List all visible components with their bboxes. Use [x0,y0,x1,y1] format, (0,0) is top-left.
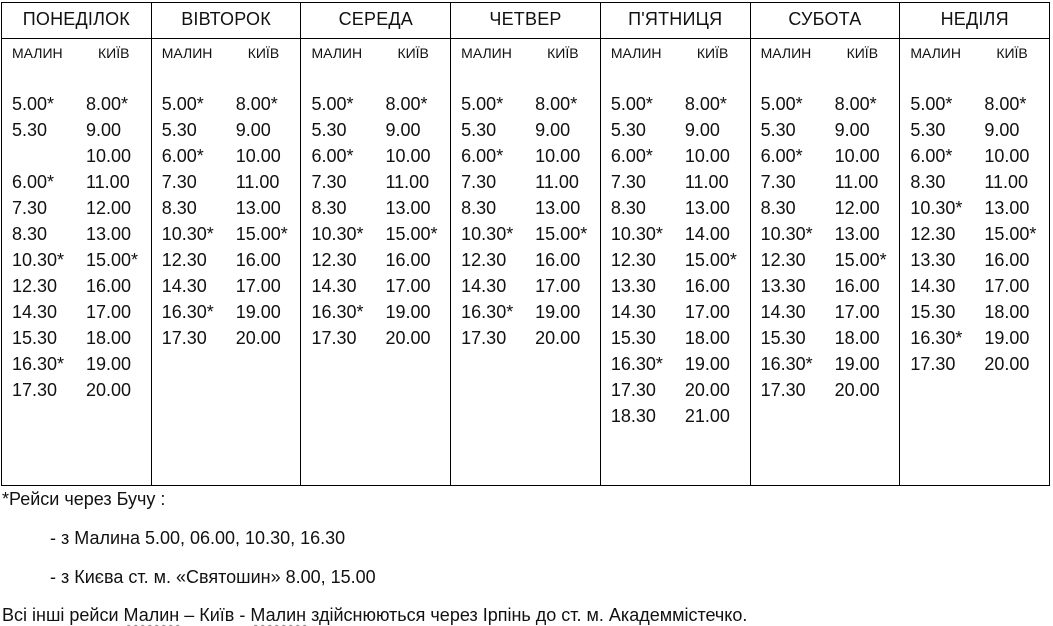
departure-time: 14.30 [461,276,507,296]
departure-time: 14.30 [760,302,806,322]
departure-time: 16.30* [910,328,963,348]
departure-time: 5.00* [12,94,55,114]
departure-time: 10.30* [461,224,514,244]
column-header-kyiv: КИЇВ [996,45,1028,61]
departure-time: 13.30 [910,250,956,270]
departure-time: 13.00 [86,224,132,244]
kyiv-departures-list [86,91,138,403]
departure-time: 17.00 [235,276,281,296]
departure-time: 17.00 [385,276,431,296]
departure-time: 11.00 [86,172,130,192]
departure-time: 6.00* [461,146,504,166]
departure-time: 20.00 [86,380,132,400]
departure-time [12,143,64,169]
footer-word-malyn-2: Малин [250,605,307,625]
malyn-departures-list [311,91,363,351]
kyiv-departures-list [385,91,437,351]
departure-time: 17.00 [984,276,1030,296]
departure-time: 8.00* [385,94,428,114]
kyiv-departures-list [535,91,587,351]
malyn-departures-list [12,91,64,403]
departure-time: 15.00* [235,224,288,244]
notes-title: *Рейси через Бучу : [2,489,166,509]
departure-time: 8.30 [760,198,796,218]
day-header: ПОНЕДІЛОК [2,3,151,39]
departure-time: 10.00 [385,146,431,166]
departure-time: 8.30 [311,198,347,218]
footer-part-3: здійснюються через Ірпінь до ст. м. Академмістечко. [306,605,748,625]
departure-time: 18.00 [684,328,730,348]
departure-time: 20.00 [235,328,281,348]
departure-time: 14.30 [610,302,656,322]
departure-time: 15.00* [535,224,588,244]
day-column [601,3,751,485]
departure-time: 16.30* [311,302,364,322]
departure-time: 10.00 [86,146,132,166]
day-column [751,3,901,485]
column-header-kyiv: КИЇВ [397,45,429,61]
departure-time: 16.30* [12,354,65,374]
departure-time: 8.30 [461,198,497,218]
note-from-malyn: - з Малина 5.00, 06.00, 10.30, 16.30 [50,528,346,548]
departure-time: 5.30 [910,120,946,140]
departure-time: 13.00 [235,198,281,218]
departure-time: 9.00 [235,120,271,140]
departure-time: 13.00 [535,198,581,218]
departure-time: 18.00 [984,302,1030,322]
column-header-malyn: МАЛИН [12,45,63,61]
departure-time: 9.00 [86,120,122,140]
day-column [451,3,601,485]
departure-time: 5.30 [161,120,197,140]
day-header: СУБОТА [751,3,900,39]
column-header-kyiv: КИЇВ [247,45,280,61]
departure-time: 13.00 [684,198,730,218]
departure-time: 18.30 [610,406,656,426]
departure-time: 11.00 [535,172,579,192]
malyn-departures-list [761,91,813,403]
departure-time: 13.00 [385,198,431,218]
departure-time: 15.30 [12,328,58,348]
departure-time: 16.30* [161,302,214,322]
column-header-kyiv: КИЇВ [98,45,130,61]
departure-time: 17.30 [760,380,806,400]
departure-time: 10.30* [311,224,364,244]
departure-time: 5.00* [311,94,354,114]
departure-time: 9.00 [385,120,421,140]
departure-time: 13.30 [760,276,806,296]
departure-time: 18.00 [86,328,132,348]
footer-note [2,604,747,626]
day-column [900,3,1049,485]
departure-time: 5.00* [610,94,653,114]
departure-time: 19.00 [86,354,132,374]
departure-time: 12.00 [834,198,880,218]
day-column [2,3,152,485]
departure-time: 12.30 [161,250,207,270]
departure-time: 7.30 [12,198,48,218]
departure-time: 9.00 [834,120,870,140]
departure-time: 15.00* [984,224,1037,244]
departure-time: 16.00 [86,276,132,296]
departure-time: 16.30* [760,354,813,374]
departure-time: 5.00* [161,94,204,114]
departure-time: 20.00 [834,380,880,400]
column-header-kyiv: КИЇВ [846,45,879,61]
departure-time: 10.00 [684,146,730,166]
day-header: ВІВТОРОК [152,3,301,39]
departure-time: 6.00* [910,146,953,166]
departure-time: 5.00* [461,94,504,114]
departure-time: 10.30* [610,224,663,244]
departure-time: 15.00* [86,250,139,270]
column-header-malyn: МАЛИН [910,45,961,61]
departure-time: 19.00 [535,302,581,322]
departure-time: 10.30* [12,250,65,270]
departure-time: 7.30 [610,172,646,192]
departure-time: 5.30 [311,120,347,140]
departure-time: 17.30 [311,328,357,348]
departure-time: 5.30 [461,120,497,140]
departure-time: 15.00* [385,224,438,244]
departure-time: 6.00* [610,146,653,166]
departure-time: 8.00* [834,94,877,114]
departure-time: 13.00 [834,224,880,244]
departure-time: 16.00 [834,276,880,296]
departure-time: 15.30 [910,302,956,322]
departure-time: 8.30 [910,172,946,192]
day-header: НЕДІЛЯ [900,3,1049,39]
departure-time: 15.00* [834,250,887,270]
departure-time: 17.00 [834,302,880,322]
kyiv-departures-list [835,91,887,403]
departure-time: 9.00 [684,120,720,140]
departure-time: 12.30 [311,250,357,270]
departure-time: 20.00 [684,380,730,400]
departure-time: 7.30 [461,172,497,192]
departure-time: 12.30 [461,250,507,270]
departure-time: 17.30 [161,328,207,348]
departure-time: 8.30 [12,224,48,244]
departure-time: 10.30* [161,224,214,244]
column-header-malyn: МАЛИН [610,45,662,61]
malyn-departures-list [461,91,513,351]
departure-time: 19.00 [684,354,730,374]
departure-time: 6.00* [760,146,803,166]
departure-time: 16.00 [535,250,581,270]
day-header: П'ЯТНИЦЯ [601,3,750,39]
departure-time: 16.00 [385,250,431,270]
malyn-departures-list [162,91,214,351]
departure-time: 11.00 [834,172,879,192]
departure-time: 21.00 [684,406,730,426]
departure-time: 10.00 [834,146,880,166]
departure-time: 16.00 [684,276,730,296]
day-column [301,3,451,485]
departure-time: 18.00 [834,328,880,348]
departure-time: 14.30 [910,276,956,296]
departure-time: 14.30 [12,302,58,322]
departure-time: 5.30 [610,120,646,140]
column-header-malyn: МАЛИН [461,45,512,61]
departure-time: 17.30 [910,354,956,374]
departure-time: 6.00* [311,146,354,166]
departure-time: 11.00 [235,172,280,192]
departure-time: 17.30 [610,380,656,400]
malyn-departures-list [611,91,663,429]
footer-word-malyn-1: Малин [123,605,180,625]
departure-time: 14.30 [311,276,357,296]
departure-time: 8.00* [86,94,129,114]
departure-time: 12.30 [760,250,806,270]
departure-time: 7.30 [311,172,347,192]
departure-time: 10.30* [910,198,963,218]
departure-time: 16.30* [610,354,663,374]
departure-time: 15.30 [610,328,656,348]
departure-time: 19.00 [385,302,431,322]
departure-time: 8.00* [684,94,727,114]
departure-time: 9.00 [984,120,1020,140]
departure-time: 20.00 [535,328,581,348]
departure-time: 13.30 [610,276,656,296]
departure-time: 17.00 [535,276,581,296]
footer-part-1: Всі інші рейси [2,605,124,625]
departure-time: 5.30 [760,120,796,140]
kyiv-departures-list [236,91,288,351]
departure-time: 11.00 [385,172,430,192]
departure-time: 12.30 [12,276,58,296]
column-header-malyn: МАЛИН [760,45,812,61]
departure-time: 19.00 [984,328,1030,348]
column-header-malyn: МАЛИН [311,45,363,61]
kyiv-departures-list [685,91,737,429]
departure-time: 16.30* [461,302,514,322]
departure-time: 15.30 [760,328,806,348]
column-header-malyn: МАЛИН [161,45,213,61]
departure-time: 14.00 [684,224,730,244]
departure-time: 12.30 [610,250,656,270]
day-column [152,3,302,485]
departure-time: 7.30 [161,172,197,192]
departure-time: 17.30 [12,380,58,400]
departure-time: 10.00 [535,146,581,166]
departure-time: 6.00* [12,172,55,192]
departure-time: 16.00 [984,250,1030,270]
departure-time: 16.00 [235,250,281,270]
departure-time: 8.00* [235,94,278,114]
departure-time: 10.00 [235,146,281,166]
departure-time: 11.00 [984,172,1029,192]
departure-time: 20.00 [984,354,1030,374]
departure-time: 8.00* [984,94,1027,114]
column-header-kyiv: КИЇВ [696,45,729,61]
departure-time: 19.00 [235,302,281,322]
departure-time: 17.00 [684,302,730,322]
departure-time: 13.00 [984,198,1030,218]
kyiv-departures-list [984,91,1036,377]
departure-time: 9.00 [535,120,571,140]
departure-time: 8.30 [161,198,197,218]
departure-time: 17.00 [86,302,132,322]
departure-time: 14.30 [161,276,207,296]
departure-time: 8.00* [535,94,578,114]
departure-time: 12.30 [910,224,956,244]
departure-time: 8.30 [610,198,646,218]
departure-time: 5.00* [760,94,803,114]
day-header: ЧЕТВЕР [451,3,600,39]
departure-time: 15.00* [684,250,737,270]
departure-time: 6.00* [161,146,204,166]
departure-time: 10.00 [984,146,1030,166]
note-from-kyiv: - з Києва ст. м. «Святошин» 8.00, 15.00 [50,567,376,587]
departure-time: 19.00 [834,354,880,374]
departure-time: 11.00 [684,172,729,192]
footer-part-2: – Київ - [179,605,251,625]
malyn-departures-list [910,91,962,377]
departure-time: 7.30 [760,172,796,192]
departure-time: 10.30* [760,224,813,244]
departure-time: 20.00 [385,328,431,348]
departure-time: 12.00 [86,198,132,218]
column-header-kyiv: КИЇВ [547,45,579,61]
departure-time: 5.30 [12,120,48,140]
departure-time: 5.00* [910,94,953,114]
day-header: СЕРЕДА [301,3,450,39]
departure-time: 17.30 [461,328,507,348]
schedule-table [1,2,1050,486]
